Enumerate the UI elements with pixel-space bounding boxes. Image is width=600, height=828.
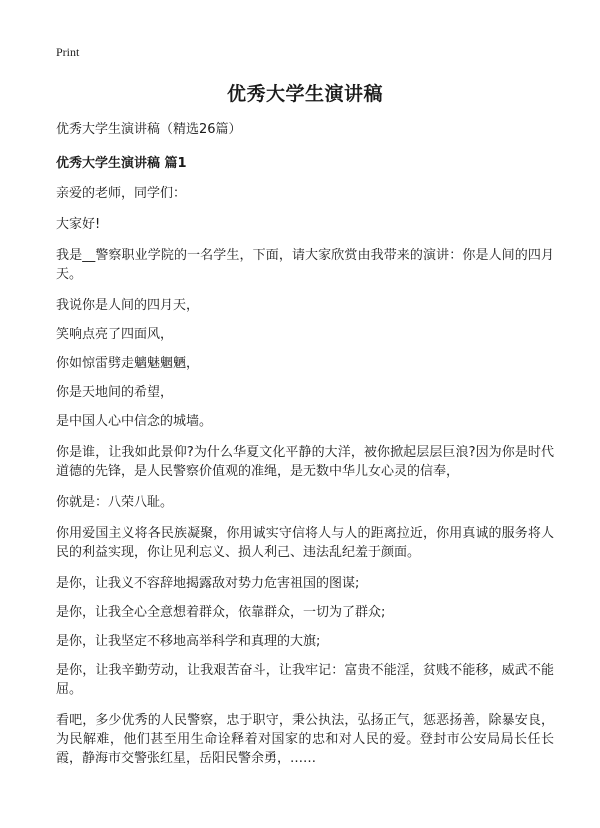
paragraph-body: 看吧，多少优秀的人民警察，忠于职守，秉公执法，弘扬正气，惩恶扬善，除暴安良，为民解难，他们甚至用生命诠释着对国家的忠和对人民的爱。登封市公安局局长任长霞，静海市交警张红星，岳阳民警余勇，…… <box>56 713 554 766</box>
paragraph-line: 我说你是人间的四月天， <box>56 298 200 313</box>
page-title: 优秀大学生演讲稿 <box>226 83 383 105</box>
paragraph-line: 是你，让我坚定不移地高举科学和真理的大旗; <box>56 634 321 649</box>
paragraph-greeting: 亲爱的老师，同学们： <box>56 186 187 201</box>
paragraph-intro: 我是__警察职业学院的一名学生，下面，请大家欣赏由我带来的演讲：你是人间的四月天。 <box>56 248 554 282</box>
section-heading: 优秀大学生演讲稿 篇1 <box>56 156 187 171</box>
document-subtitle: 优秀大学生演讲稿（精选26篇） <box>56 122 242 137</box>
paragraph-body: 是你，让我辛勤劳动，让我艰苦奋斗，让我牢记：富贵不能淫，贫贱不能移，威武不能屈。 <box>56 663 554 697</box>
paragraph-line: 你是天地间的希望， <box>56 385 174 400</box>
paragraph-line: 是你，让我义不容辞地揭露敌对势力危害祖国的图谋; <box>56 576 360 591</box>
paragraph-body: 你用爱国主义将各民族凝聚，你用诚实守信将人与人的距离拉近，你用真诚的服务将人民的利益实现，你让见利忘义、损人利己、违法乱纪羞于颜面。 <box>56 526 554 560</box>
paragraph-line: 是你，让我全心全意想着群众，依靠群众，一切为了群众; <box>56 605 386 620</box>
print-link[interactable]: Print <box>56 45 80 59</box>
paragraph-line: 是中国人心中信念的城墙。 <box>56 414 213 429</box>
paragraph-line: 你如惊雷劈走魑魅魍魉， <box>56 356 200 371</box>
paragraph-line: 笑响点亮了四面风， <box>56 327 174 342</box>
paragraph-body: 你是谁，让我如此景仰?为什么华夏文化平静的大洋，被你掀起层层巨浪?因为你是时代道德的先锋，是人民警察价值观的准绳，是无数中华儿女心灵的信奉， <box>56 445 554 479</box>
paragraph-hello: 大家好! <box>56 217 101 232</box>
paragraph-line: 你就是：八荣八耻。 <box>56 495 174 510</box>
